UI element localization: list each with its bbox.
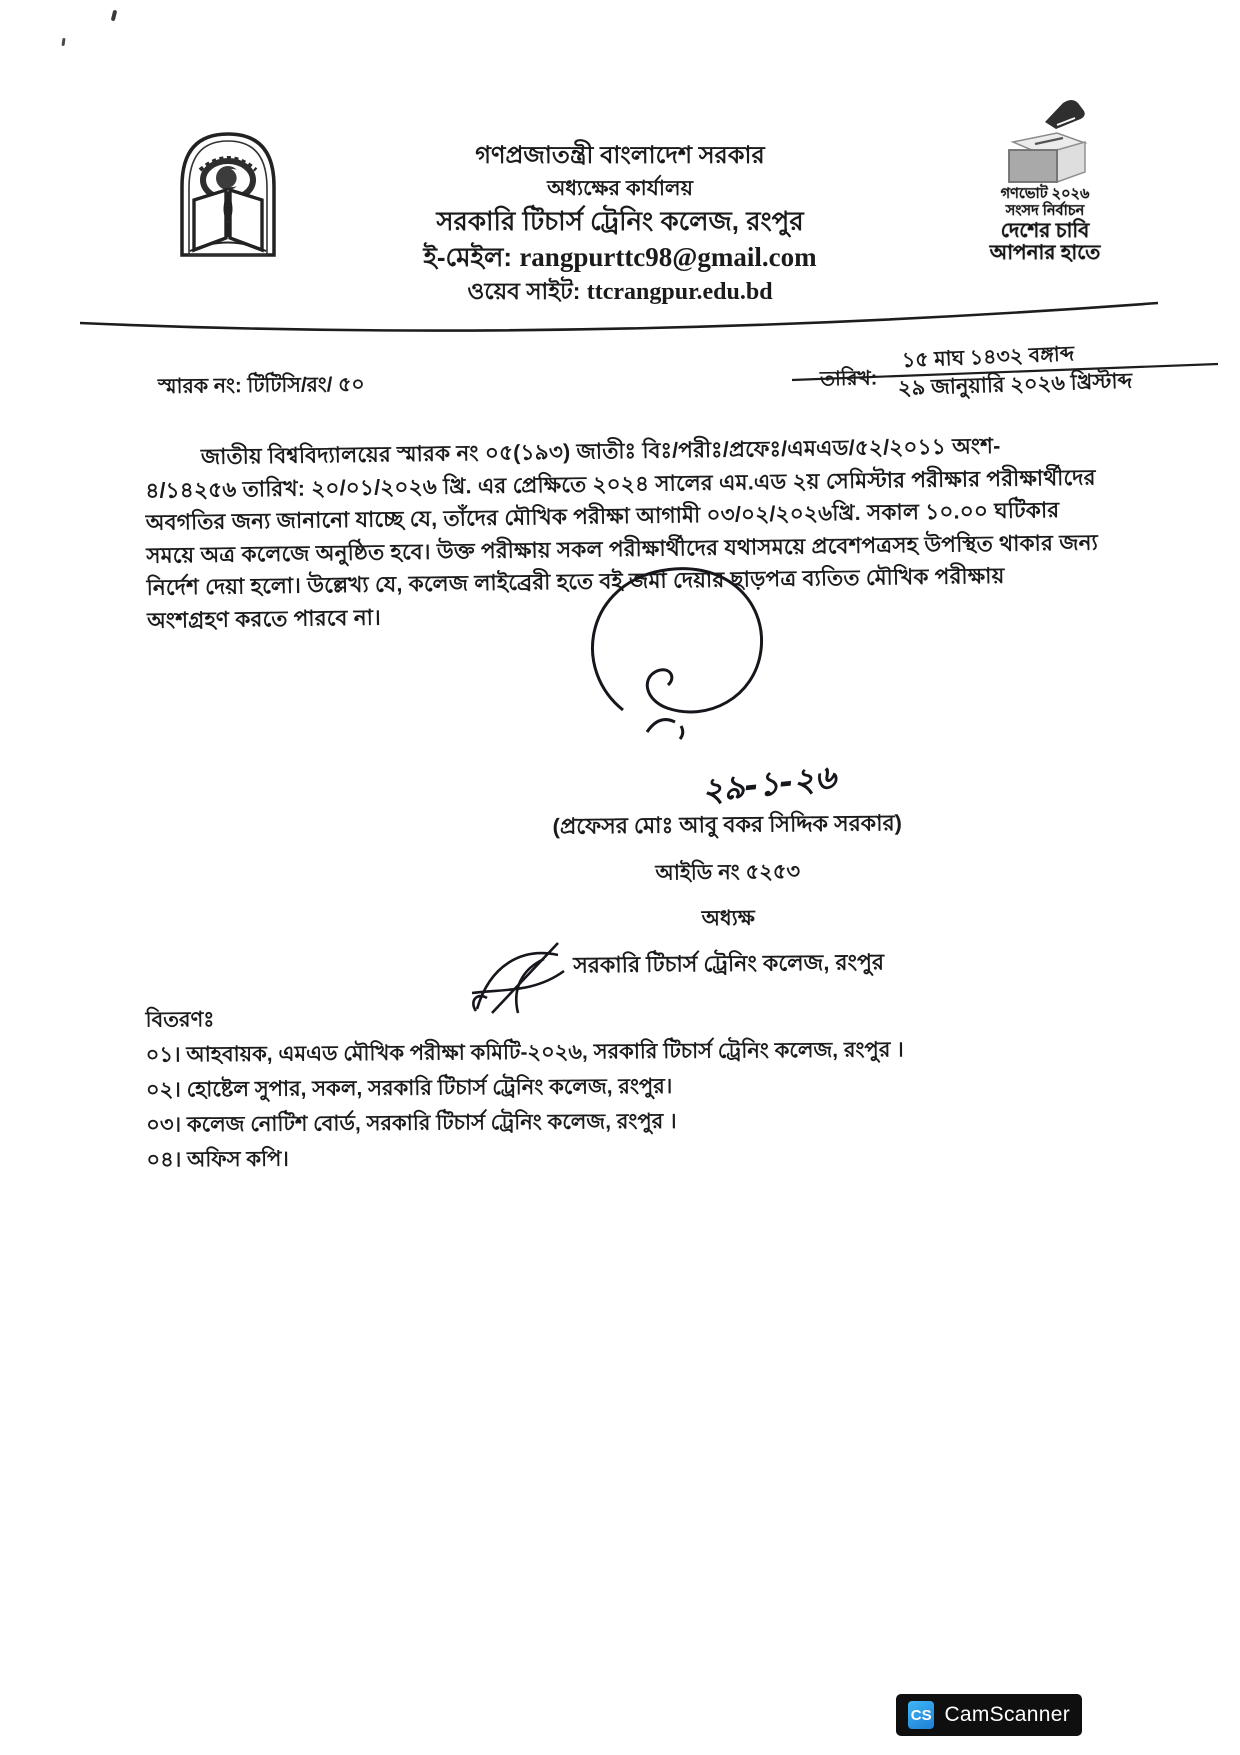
signature-scribble (555, 550, 865, 825)
distribution-heading: বিতরণঃ (145, 1008, 215, 1032)
memo-number: স্মারক নং: টিটিসি/রং/ ৫০ (157, 372, 365, 399)
stamp-line-4: আপনার হাতে (989, 242, 1101, 264)
distribution-item: ০১। আহবায়ক, এমএড মৌখিক পরীক্ষা কমিটি-২০২৬, সরকারি টিচার্স ট্রেনিং কলেজ, রংপুর । (145, 1038, 904, 1067)
distribution-list (145, 997, 904, 1177)
scan-artifact (111, 10, 118, 22)
body-line: নির্দেশ দেয়া হলো। উল্লেখ্য যে, কলেজ লাইব্রেরী হতে বই জমা দেয়ার ছাড়পত্র ব্যতিত মৌখিক পরীক্ষায় (146, 564, 1005, 601)
body-line: অংশগ্রহণ করতে পারবে না। (147, 605, 382, 633)
distribution-item: ০৩। কলেজ নোটিশ বোর্ড, সরকারি টিচার্স ট্রেনিং কলেজ, রংপুর । (146, 1109, 677, 1137)
body-line: ৪/১৪২৫৬ তারিখ: ২০/০১/২০২৬ খ্রি. এর প্রেক্ষিতে ২০২৪ সালের এম.এড ২য় সেমিস্টার পরীক্ষার পরীক্ষার্থীদের (145, 465, 1096, 503)
body-line: সময়ে অত্র কলেজে অনুষ্ঠিত হবে। উক্ত পরীক্ষায় সকল পরীক্ষার্থীদের যথাসময়ে প্রবেশপত্রসহ উপস্থিত থাকার জন্য (146, 530, 1099, 568)
scan-artifact (61, 38, 65, 46)
stamp-line-2: সংসদ নির্বাচন (1005, 203, 1085, 219)
email-address: rangpurttc98@gmail.com (519, 241, 817, 272)
email-line (370, 242, 870, 273)
office-title: অধ্যক্ষের কার্যালয় (547, 176, 693, 200)
date-bangla: ১৫ মাঘ ১৪৩২ বঙ্গাব্দ (901, 342, 1075, 372)
college-emblem-icon (176, 128, 280, 260)
distribution-item: ০২। হোষ্টেল সুপার, সকল, সরকারি টিচার্স ট্রেনিং কলেজ, রংপুর। (145, 1074, 673, 1102)
election-stamp (955, 98, 1135, 264)
college-title: সরকারি টিচার্স ট্রেনিং কলেজ, রংপুর (436, 205, 804, 236)
body-line: জাতীয় বিশ্ববিদ্যালয়ের স্মারক নং ০৫(১৯৩) জাতীঃ বিঃ/পরীঃ/প্রফেঃ/এমএড/৫২/২০১১ অংশ- (200, 433, 1001, 470)
distribution-item: ০৪। অফিস কপি। (146, 1147, 289, 1172)
signatory-id: আইডি নং ৫২৫৩ (655, 860, 801, 885)
government-title: গণপ্রজাতন্ত্রী বাংলাদেশ সরকার (475, 142, 765, 169)
signatory-name: (প্রফেসর মোঃ আবু বকর সিদ্দিক সরকার) (552, 810, 903, 839)
stamp-line-3: দেশের চাবি (1000, 220, 1090, 242)
letterhead (370, 142, 870, 306)
college-logo (176, 128, 280, 265)
camscanner-icon: CS (908, 1701, 934, 1729)
handwritten-date: ২৯-১-২৬ (699, 757, 838, 810)
signatory-designation: অধ্যক্ষ (701, 906, 755, 931)
signatory-institution: সরকারি টিচার্স ট্রেনিং কলেজ, রংপুর (573, 949, 885, 978)
website-address: ttcrangpur.edu.bd (586, 278, 773, 305)
date-label: তারিখ: (819, 367, 878, 391)
body-line: অবগতির জন্য জানানো যাচ্ছে যে, তাঁদের মৌখিক পরীক্ষা আগামী ০৩/০২/২০২৬খ্রি. সকাল ১০.০০ ঘটিকার (145, 498, 1060, 536)
camscanner-watermark (896, 1694, 1082, 1736)
date-gregorian: ২৯ জানুয়ারি ২০২৬ খ্রিস্টাব্দ (897, 369, 1133, 400)
email-label: ই-মেইল: (423, 241, 513, 272)
website-label: ওয়েব সাইট: (467, 277, 581, 304)
stamp-line-1: গণভোট ২০২৬ (1000, 186, 1090, 202)
ballot-box-icon (999, 98, 1091, 186)
camscanner-label: CamScanner (944, 1703, 1070, 1726)
